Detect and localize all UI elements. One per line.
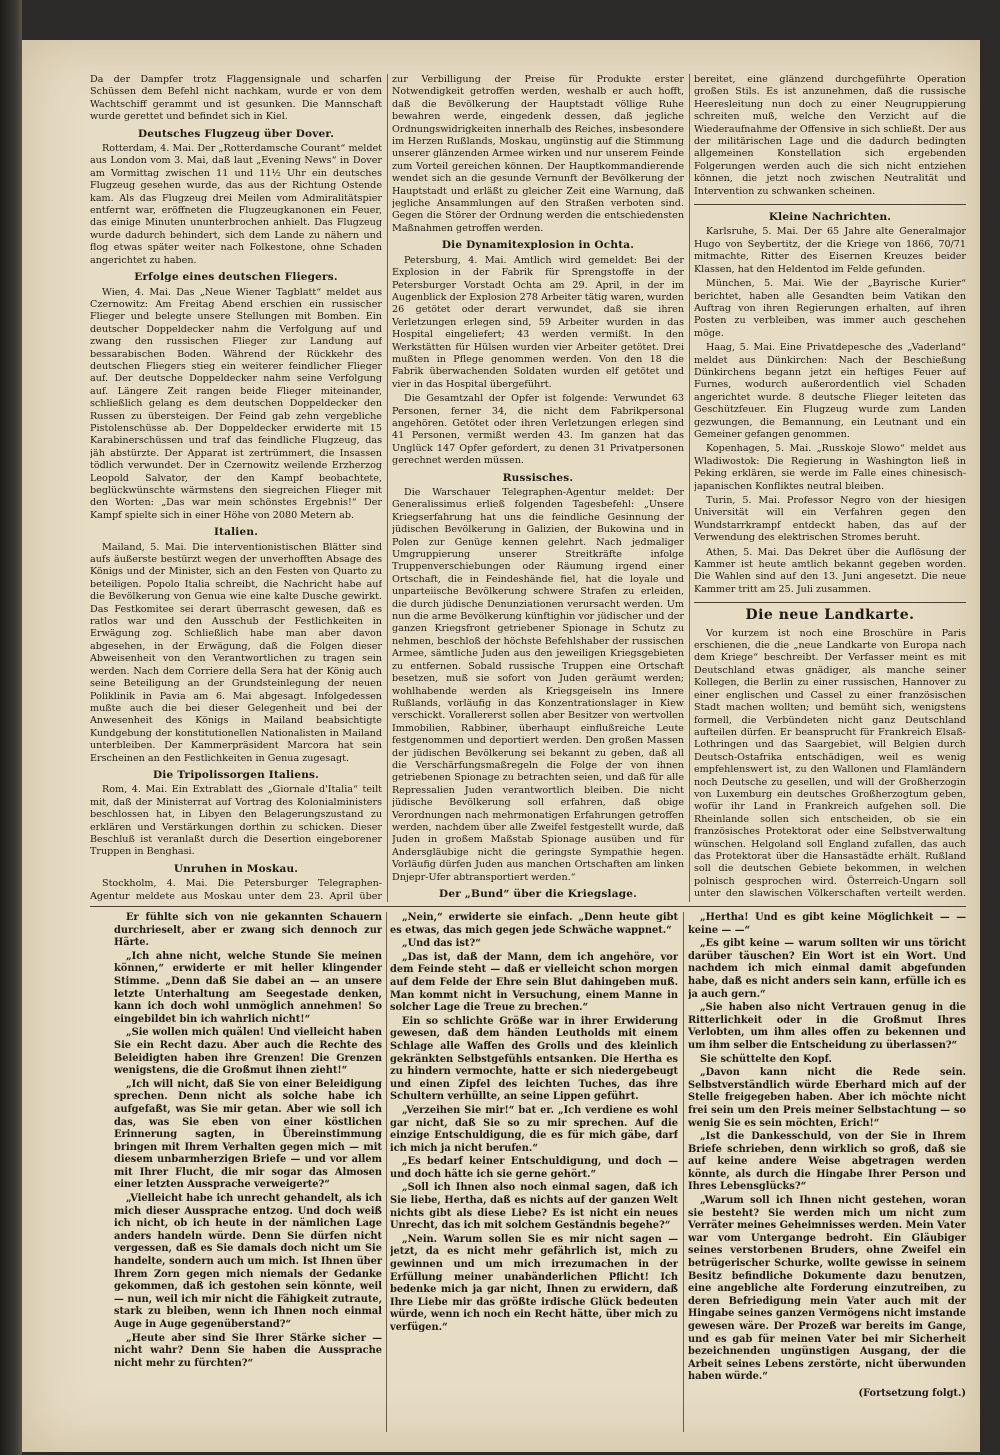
column-2 [392,74,684,902]
column-3 [694,74,966,902]
feuilleton-paragraph: „Das ist, daß der Mann, dem ich angehöre, vor dem Feinde steht — daß er vielleicht schon morgen auf dem Felde der Ehre sein Blut dahingeben muß. Man kommt nicht in Versuchung, einem Manne in solcher Lage die Treue zu brechen.“ [390,951,678,1014]
feuilleton-paragraph: „Nein. Warum sollen Sie es mir nicht sagen — jetzt, da es nicht mehr gefährlich ist, mich zu gewinnen und um mich irrezumachen in der Erfüllung meiner unabänderlichen Pflicht! Ich bedenke mich ja gar nicht, Ihnen zu erwidern, daß Ihre Liebe mir das größte irdische Glück bedeuten würde, wenn ich noch ein Recht hätte, über mich zu verfügen.“ [390,1233,678,1333]
headline-russisches: Russisches. [502,471,574,484]
headline-neue-landkarte: Die neue Landkarte. [745,607,915,624]
headline-flugzeug-dover: Deutsches Flugzeug über Dover. [137,127,335,140]
feuilleton-separator [90,906,966,907]
feuilleton-paragraph: „Vielleicht habe ich unrecht gehandelt, als ich mich dieser Aussprache entzog. Und doch weiß ich nicht, ob ich heute in der nämlichen Lage anders handeln würde. Denn Sie dürfen nicht vergessen, daß es Sie damals doch nicht um Sie handelte, sondern auch um mich. Ist Ihnen über Ihrem Zorn gegen mich niemals der Gedanke gekommen, daß ich gestohen sein könnte, weil — nun, weil ich mir nicht die Fähigkeit zutraute, stark zu bleiben, wenn ich Ihnen noch einmal Auge in Auge gegenüberstand?“ [114,1193,382,1330]
feuilleton-paragraph: Sie schüttelte den Kopf. [700,1053,832,1065]
book-binding [0,0,22,1455]
article-text: Rotterdam, 4. Mai. Der „Rotterdamsche Courant“ meldet aus London vom 3. Mai, daß laut „Evening News“ in Dover am Vormittag zwischen 11 und 11½ Uhr ein deutsches Flugzeug gesehen wurde, das aus der Richtung Ostende kam. Als das Flugzeug drei Meilen vom Admiralitätspier entfernt war, eröffneten die Flugzeugkanonen ein Feuer, das einige Minuten ununterbrochen anhielt. Das Flugzeug wurde dadurch behindert, sich dem Lande zu nähern und flog etwas später weiter nach Folkestone, ohne Schaden angerichtet zu haben. [90,143,382,266]
column-divider [689,74,690,902]
headline-dynamitexplosion: Die Dynamitexplosion in Ochta. [441,239,635,252]
article-text: Stockholm, 4. Mai. Die Petersburger Telegraphen-Agentur meldete aus Moskau unter dem 23. April über [90,878,382,902]
feuilleton-paragraph: „Und das ist?“ [402,938,481,950]
headline-bund-kriegslage: Der „Bund“ über die Kriegslage. [439,888,637,900]
article-text: Die Gesamtzahl der Opfer ist folgende: Verwundet 63 Personen, ferner 34, die nicht dem Fabrikpersonal angehören. Getötet oder ihren Verletzungen erlegen sind 41 Personen, vermißt werden 43. Im ganzen hat das Unglück 147 Opfer gefordert, zu denen 31 Privatpersonen gerechnet werden müssen. [392,393,684,467]
article-text: München, 5. Mai. Wie der „Bayrische Kurier“ berichtet, haben alle Gesandten beim Vatikan den Auftrag von ihren Regierungen erhalten, auf ihren Posten zu verbleiben, was immer auch geschehen möge. [694,278,966,339]
headline-erfolge-flieger: Erfolge eines deutschen Fliegers. [134,271,338,284]
column-divider [387,74,388,902]
feuilleton-column-3 [688,912,966,1432]
article-text: zur Verbilligung der Preise für Produkte erster Notwendigkeit getroffen werden, weshalb er auch hofft, daß die Bevölkerung der Hauptstadt völlige Ruhe bewahren werde, eingedenk dessen, daß jegliche Ordnungswidrigkeiten innerhalb des Reiches, insbesondere im Herzen Rußlands, Moskau, ungünstig auf die Stimmung unserer glänzenden Armee wirken und nur unserem Feinde zum Vorteil gereichen können. Der Hauptkommandierende wendet sich an die gesunde Vernunft der Bevölkerung der Hauptstadt und erläßt zu gleicher Zeit eine Warnung, daß jegliche Ansammlungen auf den Straßen verboten sind. Gegen die Störer der Ordnung werden die entschiedensten Maßnahmen getroffen werden. [392,74,684,234]
newspaper-page [22,40,980,1452]
column-1 [90,74,382,902]
article-text: Kopenhagen, 5. Mai. „Russkoje Slowo“ meldet aus Wladiwostok: Die Regierung in Washington ließ in Peking erklären, sie werde im Falle eines chinesisch-japanischen Konfliktes neutral bleiben. [694,443,966,492]
feuilleton-paragraph: „Warum soll ich Ihnen nicht gestehen, woran sie besteht? Sie werden mich um nicht zum Verräter meines Geheimnisses werden. Mein Vater war vom Untergange bedroht. Ein Gläubiger seines verstorbenen Bruders, ohne Zweifel ein betrügerischer Schurke, wollte gewisse in seinem Besitz befindliche Dokumente dazu benutzen, eine angebliche alte Forderung einzutreiben, zu deren Befriedigung mein Vater auch mit der Hingabe seines ganzen Vermögens nicht imstande gewesen wäre. Der Prozeß war bereits im Gange, und es gab für meinen Vater bei mir Sicherheit bezeichnenden ungünstigen Ausgang, der die Arbeit seines Lebens zerstörte, nicht überwunden haben würde.“ [688,1195,966,1383]
feuilleton-paragraph: „Heute aber sind Sie Ihrer Stärke sicher — nicht wahr? Denn Sie haben die Aussprache nicht mehr zu fürchten?“ [114,1332,382,1369]
feuilleton-paragraph: „Sie haben also nicht Vertrauen genug in die Ritterlichkeit oder in die Großmut Ihres Verlobten, um ihm alles offen zu bekennen und um ihm selber die Entscheidung zu überlassen?“ [688,1002,966,1051]
feuilleton-paragraph: „Verzeihen Sie mir!“ bat er. „Ich verdiene es wohl gar nicht, daß Sie so zu mir sprechen. Auf die einzige Entschuldigung, die es für mich gäbe, darf ich mich ja nicht berufen.“ [390,1104,678,1154]
article-text: Die Warschauer Telegraphen-Agentur meldet: Der Generalissimus erließ folgenden Tagesbefehl: „Unsere Kriegserfahrung hat uns die feindliche Gesinnung der jüdischen Bevölkerung in Galizien, der Bukowina und in Polen zur Genüge kennen gelehrt. Nach jedmaliger Umgruppierung unserer Streitkräfte infolge Truppenverschiebungen oder Räumung irgend einer Ortschaft, die in Feindeshände fiel, hat die loyale und unparteiische Bevölkerung schwere Strafen zu erleiden, die durch jüdische Denunziationen verursacht werden. Um nun die arme Bevölkerung künftighin vor jüdischer und der ganzen Kriegsfront getriebener Spionage in Schutz zu nehmen, beschloß der höchste Befehlshaber der russischen Armee, sämtliche Juden aus den jeweiligen Kriegsgebieten zu entfernen. Sobald russische Truppen eine Ortschaft besetzen, muß sie sofort von Juden geräumt werden; wohlhabende werden als Kriegsgeiseln ins Innere Rußlands, vorläufig in das Konzentrationslager in Kiew verschickt. Vorallererst sollen aber Besitzer von wertvollen Immobilien, Rabbiner, überhaupt einflußreiche Leute festgenommen und deportiert werden. Den großen Massen der jüdischen Bevölkerung sei bekannt zu geben, daß all die Verschärfungsmaßregeln die Folge der von ihnen getriebenen Spionage zu betrachten seien, und daß für alle Repressalien Juden verantwortlich bleiben. Die nicht jüdische Bevölkerung soll erfahren, daß obige Verordnungen nach mehrmonatigen Erfahrungen getroffen werden, nachdem über alle Zweifel festgestellt wurde, daß Juden in großem Maßstab Spionage ausüben und für Andersgläubige nicht die geringste Sympathie hegen. Vorläufig dürfen Juden aus manchen Ortschaften am linken Dnjepr-Ufer abtransportiert werden.“ [392,487,684,883]
section-rule [694,204,966,205]
article-text: Haag, 5. Mai. Eine Privatdepesche des „Vaderland“ meldet aus Dünkirchen: Nach der Beschießung Dünkirchens begann jetzt ein heftiges Feuer auf Furnes, wodurch außerordentlich viel Schaden angerichtet wurde. 8 deutsche Flieger leiteten das Geschützfeuer. Ein Flugzeug wurde zum Landen gezwungen, die Bemannung, ein Leutnant und ein Gemeiner gefangen genommen. [694,342,966,440]
article-text: Karlsruhe, 5. Mai. Der 65 Jahre alte Generalmajor Hugo von Seybertitz, der die Kriege von 1866, 70/71 mitmachte, Ritter des Eisernen Kreuzes beider Klassen, hat den Heldentod im Felde gefunden. [694,226,966,275]
feuilleton-paragraph: „Nein,“ erwiderte sie einfach. „Denn heute gibt es etwas, das mich gegen jede Schwäche wappnet.“ [390,912,678,936]
feuilleton-paragraph: „Es bedarf keiner Entschuldigung, und doch — und doch hätte ich sie gerne gehört.“ [390,1156,678,1180]
headline-italien: Italien. [213,526,259,539]
headline-kleine-nachrichten: Kleine Nachrichten. [768,211,892,224]
scanner-background [22,0,1000,40]
feuilleton-paragraph: „Ich will nicht, daß Sie von einer Beleidigung sprechen. Denn nicht als solche habe ich aufgefaßt, was Sie mir getan. Aber wie soll ich das, was Sie eben von einer köstlichen Erinnerung sagten, in Übereinstimmung bringen mit Ihrem Verhalten gegen mich — mit diesem unbarmherzigen Briefe — und vor allem mit Ihrer Flucht, die mir sogar das Almosen einer letzten Aussprache verweigerte?“ [114,1078,382,1191]
article-text: Athen, 5. Mai. Das Dekret über die Auflösung der Kammer ist heute amtlich bekannt gegeben worden. Die Wahlen sind auf den 13. Juni angesetzt. Die neue Kammer tritt am 25. Juli zusammen. [694,546,966,595]
article-text: bereitet, eine glänzend durchgeführte Operation großen Stils. Es ist anzunehmen, daß die russische Heeresleitung nun doch zu einer Neugruppierung schreiten muß, welche den Verzicht auf die Wiederaufnahme der Offensive in sich schließt. Der aus der militärischen Lage und die dadurch bedingten allgemeinen Konstellation sich ergebenden Folgerungen werden auch die sich nicht entziehen können, die jetzt noch zwischen Neutralität und Intervention zu schwanken scheinen. [694,74,966,197]
article-text: Vor kurzem ist noch eine Broschüre in Paris erschienen, die die „neue Landkarte von Europa nach dem Kriege“ beschreibt. Der Verfasser meint es mit Deutschland etwas gnädiger, als manche seiner Kollegen, die Berlin zu einer russischen, Hannover zu einer englischen und Cassel zu einer französischen Stadt machen wollten; und bemüht sich, wenigstens formell, die Verbündeten nicht ganz Deutschland aufteilen dürfen. Er beansprucht für Frankreich Elsaß-Lothringen und das Saargebiet, will Belgien durch Deutsch-Ostafrika entschädigen, weil es wenig empfehlenswert ist, zu den Wallonen und Flamländern noch Deutsche zu gesellen, und will der Großherzogin von Luxemburg ein deutsches Großherzogtum geben, wofür ihr Land in Frankreich aufgehen soll. Die Rheinlande sollen sich entscheiden, ob sie ein französisches Protektorat oder eine Selbstverwaltung wünschen. Helgoland soll England zufallen, das auch das Protektorat über die Hansastädte erhält. Rußland soll die deutschen Gebiete bekommen, in welchen polnisch gesprochen wird. Österreich-Ungarn soll unter den slawischen Völkerschaften verteilt werden. [694,627,966,900]
feuilleton-paragraph: Ein so schlichte Größe war in ihrer Erwiderung gewesen, daß dem händen Leutholds mit einem Schlage alle Waffen des Grolls und des kleinlich gekränkten Selbstgefühls entsanken. Die Hertha es zu hindern vermochte, hatte er sich niedergebeugt und einen Zipfel des leichten Tuches, das ihre Schultern verhüllte, an seine Lippen geführt. [390,1015,678,1103]
article-intro: Da der Dampfer trotz Flaggensignale und scharfen Schüssen dem Befehl nicht nachkam, wurde er von dem Wachtschiff gerammt und ist gesunken. Die Mannschaft wurde gerettet und befindet sich in Kiel. [90,74,382,123]
feuilleton-paragraph: „Ich ahne nicht, welche Stunde Sie meinen können,“ erwiderte er mit heller klingender Stimme. „Denn daß Sie dabei an — an unsere letzte Unterhaltung am Seegestade denken, kann ich doch wohl unmöglich annehmen! So eingebildet bin ich wahrlich nicht!“ [114,950,382,1025]
article-text: Wien, 4. Mai. Das „Neue Wiener Tagblatt“ meldet aus Czernowitz: Am Freitag Abend erschien ein russischer Flieger und belegte unsere Stellungen mit Bomben. Ein deutscher Doppeldecker nahm die Verfolgung auf und zwang den russischen Flieger zur Landung auf bessarabischen Boden. Während der Rückkehr des deutschen Fliegers stieg ein weiterer feindlicher Flieger auf. Der deutsche Doppeldecker nahm seine Verfolgung auf. Längere Zeit rangen beide Flieger miteinander, schließlich gelang es dem deutschen Doppeldecker den Russen zu übersteigen. Der Feind gab zehn vergebliche Pistolenschüsse ab. Der Doppeldecker erwiderte mit 15 Karabinerschüssen und traf das feindliche Flugzeug, das jäh abstürzte. Der Apparat ist zertrümmert, die Insassen tödlich verwundet. Der in Czernowitz weilende Erzherzog Leopold Salvator, der den Kampf beobachtete, beglückwünschte wärmstens den siegreichen Flieger mit den Worten: „Das war mein schönstes Ergebnis!“ Der Kampf spielte sich in einer Höhe von 2080 Metern ab. [90,286,382,521]
article-text: Rom, 4. Mai. Ein Extrablatt des „Giornale d'Italia“ teilt mit, daß der Ministerrat auf Vortrag des Kolonialministers beschlossen hat, in Libyen den Belagerungszustand zu erklären und Verstärkungen dorthin zu schicken. Dieser Beschluß ist veranlaßt durch die Desertion eingeborener Truppen in Benghasi. [90,784,382,858]
feuilleton-paragraph: Er fühlte sich von nie gekannten Schauern durchrieselt, aber er zwang sich dennoch zur Härte. [114,912,382,949]
article-text: Turin, 5. Mai. Professor Negro von der hiesigen Universität will ein Verfahren gegen den Wundstarrkrampf entdeckt haben, das auf der Verwendung des elektrischen Stromes beruht. [694,495,966,544]
headline-tripolis: Die Tripolissorgen Italiens. [152,768,320,781]
article-text: Petersburg, 4. Mai. Amtlich wird gemeldet: Bei der Explosion in der Fabrik für Sprengstoffe in der Petersburger Vorstadt Ochta am 29. April, in der im Augenblick der Explosion 278 Arbeiter tätig waren, wurden 26 getötet oder derart verwundet, daß sie ihren Verletzungen erlegen sind, 59 Arbeiter wurden in das Hospital eingeliefert; 43 werden vermißt. In den Werkstätten für Hülsen wurden vier Arbeiter getötet. Drei mußten in Pflege genommen werden. Von den 18 die Fabrik überwachenden Soldaten wurden elf getötet und vier in das Hospital übergeführt. [392,254,684,390]
column-divider [386,912,387,1432]
feuilleton-paragraph: „Davon kann nicht die Rede sein. Selbstverständlich würde Eberhard mich auf der Stelle freigegeben haben. Aber ich möchte nicht frei sein um den Preis meiner Selbstachtung — so wenig Sie es sein möchten, Erich!“ [688,1067,966,1129]
feuilleton-column-1 [114,912,382,1432]
column-divider [683,912,684,1432]
feuilleton-paragraph: „Soll ich Ihnen also noch einmal sagen, daß ich Sie liebe, Hertha, daß es nichts auf der ganzen Welt nichts gibt als diese Liebe? Es ist nicht ein neues Unrecht, das ich mit solchem Geständnis begehe?“ [390,1182,678,1232]
feuilleton-paragraph: „Ist die Dankesschuld, von der Sie in Ihrem Briefe schrieben, denn wirklich so groß, daß sie auf keine andere Weise abgetragen werden könnte, als durch die Hingabe Ihrer Person und Ihres Lebensglücks?“ [688,1131,966,1193]
section-rule [694,602,966,603]
feuilleton-paragraph: „Sie wollen mich quälen! Und vielleicht haben Sie ein Recht dazu. Aber auch die Rechte des Beleidigten haben ihre Grenzen! Die Grenzen wenigstens, die die Großmut ihnen zieht!“ [114,1027,382,1077]
article-text: Mailand, 5. Mai. Die interventionistischen Blätter sind aufs äußerste bestürzt wegen der unverhofften Absage des Königs und der Minister, sich an den Festen von Quarto zu beteiligen. Popolo Italia schreibt, die Nachricht habe auf die Bevölkerung von Genua wie eine kalte Dusche gewirkt. Das Festkomitee sei derart überrascht gewesen, daß es ratlos war und den Ausschub der Festlichkeiten in Erwägung zog. Schließlich habe man aber davon abgesehen, in der Erwägung, daß die Folgen dieser Abweisenheit von den Verantwortlichen zu tragen sein werden. Nach dem Corriere della Sera hat der König auch seine Beteiligung an der Grundsteinlegung der neuen Poliklinik in Pavia am 6. Mai abgesagt. Infolgedessen mußte auch die bei dieser Gelegenheit und bei der Anwesenheit des Königs in Mailand beabsichtigte Kundgebung der konstitutionellen Nationalisten in Mailand unterbleiben. Der Kammerpräsident Marcora hat sein Erscheinen an den Festlichkeiten in Genua zugesagt. [90,541,382,764]
continuation-note: (Fortsetzung folgt.) [858,1387,966,1399]
feuilleton-column-2 [390,912,678,1432]
feuilleton-paragraph: „Hertha! Und es gibt keine Möglichkeit — — keine — —“ [688,912,966,936]
headline-unruhen-moskau: Unruhen in Moskau. [173,862,299,875]
feuilleton-paragraph: „Es gibt keine — warum sollten wir uns töricht darüber täuschen? Ein Wort ist ein Wort. Und nachdem ich mich einmal damit abgefunden habe, daß es nicht anders sein kann, erfülle ich es ja auch gern.“ [688,938,966,1000]
